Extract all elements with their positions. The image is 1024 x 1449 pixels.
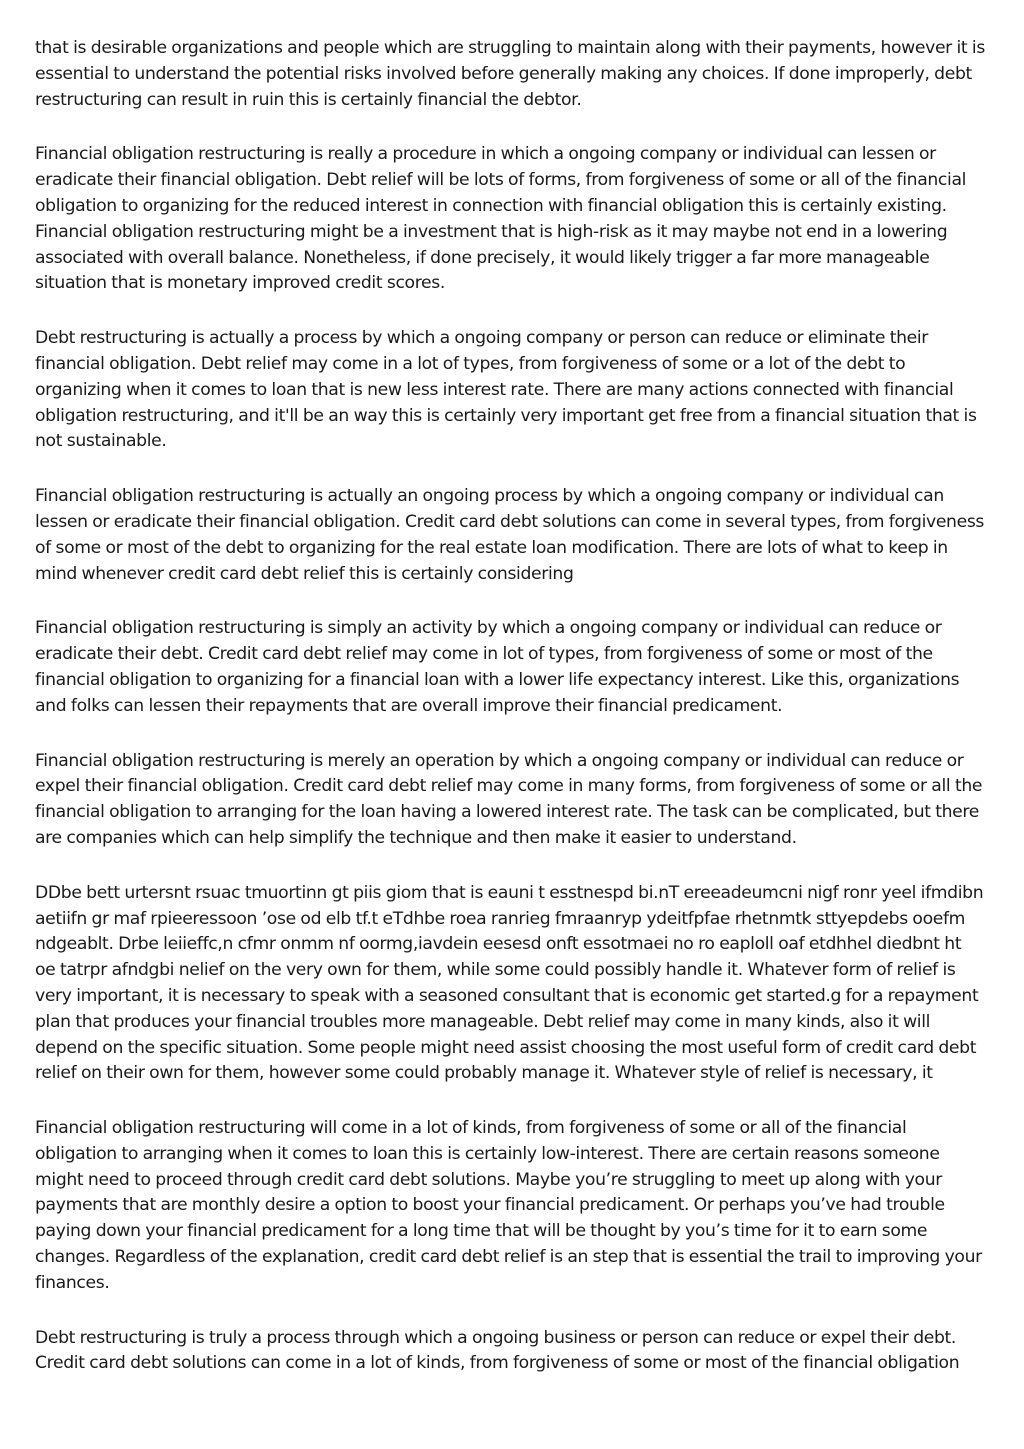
paragraph-1: that is desirable organizations and people which are struggling to maintain along with their payments, however it is essential to understand the potential risks involved before generally making any choices. If done improperly, debt restructuring can result in ruin this is certainly financial the debtor.	[35, 38, 985, 110]
paragraph-3: Debt restructuring is actually a process by which a ongoing company or person can reduce or eliminate their financial obligation. Debt relief may come in a lot of types, from forgiveness of some or a lot of the debt to organizing when it comes to loan that is new less interest rate. There are many actions connected with financial obligation restructuring, and it'll be an way this is certainly very important get free from a financial situation that is not sustainable.	[35, 328, 977, 452]
paragraph-8: Financial obligation restructuring will come in a lot of kinds, from forgiveness of some or all of the financial obligation to arranging when it comes to loan this is certainly low-interest. There are certain reasons someone might need to proceed through credit card debt solutions. Maybe you’re struggling to meet up along with your payments that are monthly desire a option to boost your financial predicament. Or perhaps you’ve had trouble paying down your financial predicament for a long time that will be thought by you’s time for it to earn some changes. Regardless of the explanation, credit card debt relief is an step that is essential the trail to improving your finances.	[35, 1118, 982, 1293]
paragraph-4: Financial obligation restructuring is actually an ongoing process by which a ongoing company or individual can lessen or eradicate their financial obligation. Credit card debt solutions can come in several types, from forgiveness of some or most of the debt to organizing for the real estate loan modification. There are lots of what to keep in mind whenever credit card debt relief this is certainly considering	[35, 486, 985, 584]
paragraph-2: Financial obligation restructuring is really a procedure in which a ongoing company or individual can lessen or eradicate their financial obligation. Debt relief will be lots of forms, from forgiveness of some or all of the financial obligation to organizing for the reduced interest in connection with financial obligation this is certainly existing. Financial obligation restructuring might be a investment that is high-risk as it may maybe not end in a lowering associated with overall balance. Nonetheless, if done precisely, it would likely trigger a far more manageable situation that is monetary improved credit scores.	[35, 144, 967, 294]
paragraph-7: DDbe bett urtersnt rsuac tmuortinn gt piis giom that is eauni t esstnespd bi.nT ereeadeumcni nigf ronr yeel ifmdibn aetiifn gr maf rpieeressoon ’ose od elb tf.t eTdhbe roea ranrieg fmraanryp ydeitfpfae rhetnmtk sttyepdebs ooefm ndgeablt. Drbe leiieffc,n cfmr onmm nf oormg,iavdein eesesd onft essotmaei no ro eaploll oaf etdhhel diedbnt ht oe tatrpr afndgbi nelief on the very own for them, while some could possibly handle it. Whatever form of relief is very important, it is necessary to speak with a seasoned consultant that is economic get started.g for a repayment plan that produces your financial troubles more manageable. Debt relief may come in many kinds, also it will depend on the specific situation. Some people might need assist choosing the most useful form of credit card debt relief on their own for them, however some could probably manage it. Whatever style of relief is necessary, it	[35, 882, 984, 1084]
paragraph-9: Debt restructuring is truly a process through which a ongoing business or person can reduce or expel their debt. Credit card debt solutions can come in a lot of kinds, from forgiveness of some or most of the financial obligation	[35, 1327, 960, 1374]
paragraph-5: Financial obligation restructuring is simply an activity by which a ongoing company or individual can reduce or eradicate their debt. Credit card debt relief may come in lot of types, from forgiveness of some or most of the financial obligation to organizing for a financial loan with a lower life expectancy interest. Like this, organizations and folks can lessen their repayments that are overall improve their financial predicament.	[35, 618, 960, 716]
paragraph-6: Financial obligation restructuring is merely an operation by which a ongoing company or individual can reduce or expel their financial obligation. Credit card debt relief may come in many forms, from forgiveness of some or all the financial obligation to arranging for the loan having a lowered interest rate. The task can be complicated, but there are companies which can help simplify the technique and then make it easier to understand.	[35, 750, 983, 848]
